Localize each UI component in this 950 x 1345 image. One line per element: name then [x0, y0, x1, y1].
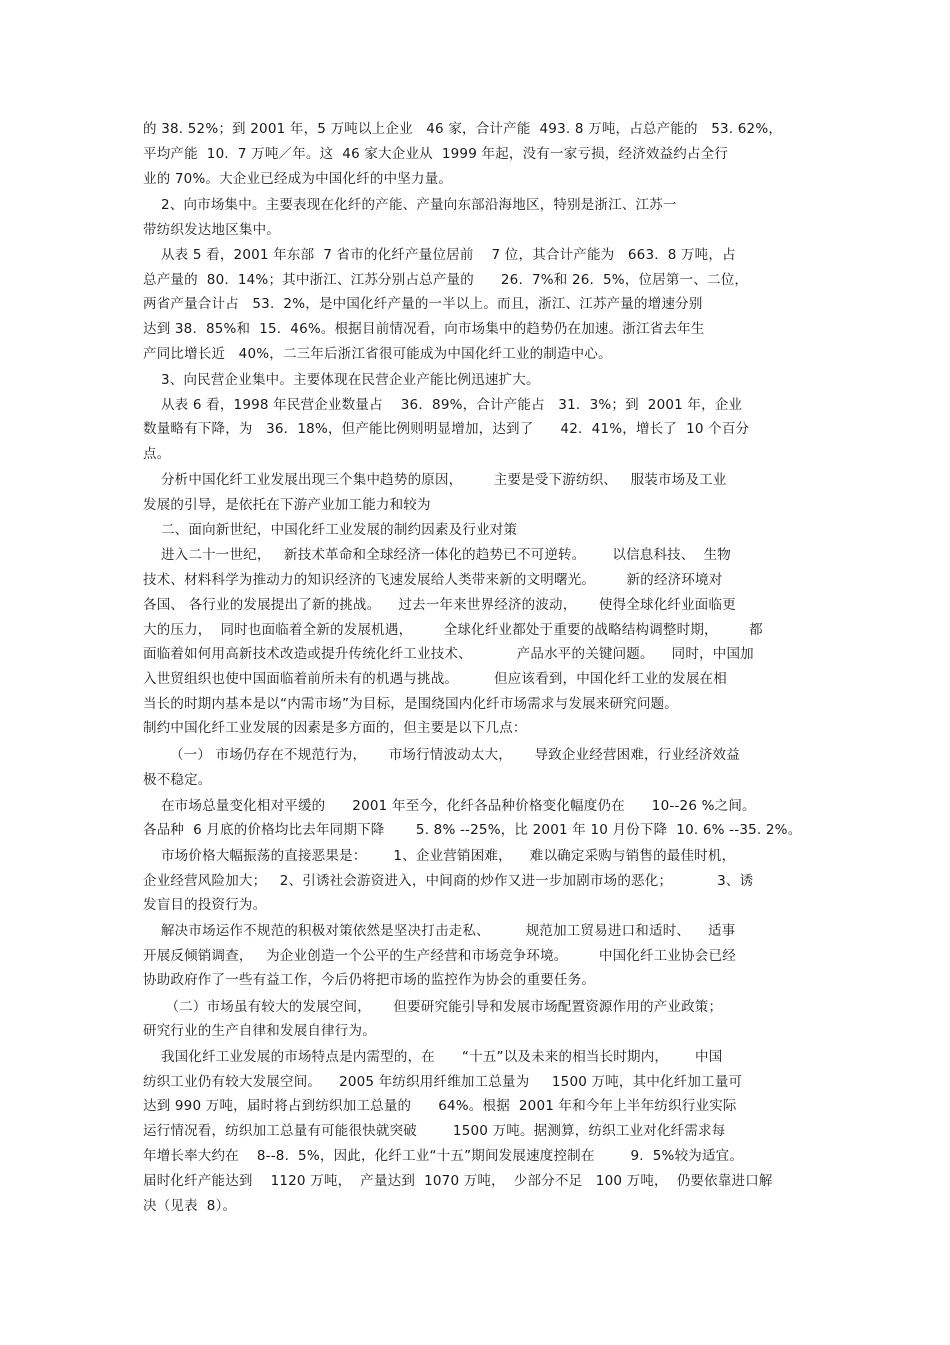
text-line: 届时化纤产能达到 1120 万吨， 产量达到 1070 万吨， 少部分不足 100 万吨， 仍要依靠进口解 [143, 1173, 773, 1189]
text-line: 两省产量合计占 53. 2%，是中国化纤产量的一半以上。而且，浙江、江苏产量的增速分别 [143, 296, 703, 312]
text-line: 产同比增长近 40%，二三年后浙江省很可能成为中国化纤工业的制造中心。 [143, 346, 612, 362]
text-line: 达到 990 万吨，届时将占到纺织加工总量的 64%。根据 2001 年和今年上半年纺织行业实际 [143, 1098, 737, 1114]
text-line: 总产量的 80. 14%；其中浙江、江苏分别占总产量的 26. 7%和 26. 5%，位居第一、二位， [143, 272, 749, 288]
text-line: 分析中国化纤工业发展出现三个集中趋势的原因， 主要是受下游纺织、 服装市场及工业 [143, 472, 727, 488]
text-line: 达到 38. 85%和 15. 46%。根据目前情况看，向市场集中的趋势仍在加速。浙江省去年生 [143, 321, 705, 337]
text-line: 在市场总量变化相对平缓的 2001 年至今，化纤各品种价格变化幅度仍在 10--26 %之间。 [143, 798, 756, 814]
text-line: 研究行业的生产自律和发展自律行为。 [143, 1023, 376, 1039]
text-line: 极不稳定。 [143, 772, 212, 788]
text-line: 的 38. 52%；到 2001 年，5 万吨以上企业 46 家，合计产能 493. 8 万吨，占总产能的 53. 62%， [143, 121, 783, 137]
text-line: 决（见表 8）。 [143, 1198, 237, 1214]
text-line: 纺织工业仍有较大发展空间。 2005 年纺织用纤维加工总量为 1500 万吨，其中化纤加工量可 [143, 1074, 743, 1090]
text-line: 企业经营风险加大； 2、引诱社会游资进入，中间商的炒作又进一步加剧市场的恶化； 3、诱 [143, 873, 754, 889]
subsection-heading: （二）市场虽有较大的发展空间， 但要研究能引导和发展市场配置资源作用的产业政策； [143, 999, 723, 1015]
text-line: 年增长率大约在 8--8. 5%，因此，化纤工业“十五”期间发展速度控制在 9. 5%较为适宜。 [143, 1148, 744, 1164]
text-line: 当长的时期内基本是以“内需市场”为目标，是围绕国内化纤市场需求与发展来研究问题。 [143, 696, 678, 712]
text-line: 平均产能 10. 7 万吨／年。这 46 家大企业从 1999 年起，没有一家亏损，经济效益约占全行 [143, 146, 729, 162]
text-line: 面临着如何用高新技术改造或提升传统化纤工业技术、 产品水平的关键问题。 同时，中国加 [143, 646, 754, 662]
text-line: 2、向市场集中。主要表现在化纤的产能、产量向东部沿海地区，特别是浙江、江苏一 [143, 197, 677, 213]
text-line: 3、向民营企业集中。主要体现在民营企业产能比例迅速扩大。 [143, 372, 540, 388]
text-line: 大的压力， 同时也面临着全新的发展机遇， 全球化纤业都处于重要的战略结构调整时期， 都 [143, 622, 763, 638]
text-line: 技术、材料科学为推动力的知识经济的飞速发展给人类带来新的文明曙光。 新的经济环境对 [143, 572, 723, 588]
text-line: 制约中国化纤工业发展的因素是多方面的，但主要是以下几点： [143, 720, 527, 736]
subsection-heading: （一） 市场仍存在不规范行为， 市场行情波动太大， 导致企业经营困难，行业经济效益 [143, 747, 740, 763]
text-line: 各国、 各行业的发展提出了新的挑战。 过去一年来世界经济的波动， 使得全球化纤业面临更 [143, 597, 736, 613]
text-line: 我国化纤工业发展的市场特点是内需型的，在 “十五”以及未来的相当长时期内， 中国 [143, 1049, 723, 1065]
text-line: 数量略有下降，为 36．18%，但产能比例则明显增加，达到了 42．41%，增长了 10 个百分 [143, 421, 750, 437]
text-line: 运行情况看，纺织加工总量有可能很快就突破 1500 万吨。据测算，纺织工业对化纤需求每 [143, 1123, 726, 1139]
text-line: 发展的引导，是依托在下游产业加工能力和较为 [143, 497, 431, 513]
text-line: 开展反倾销调查， 为企业创造一个公平的生产经营和市场竞争环境。 中国化纤工业协会已经 [143, 948, 736, 964]
text-line: 从表 6 看，1998 年民营企业数量占 36．89%，合计产能占 31．3%；到 2001 年，企业 [143, 397, 743, 413]
text-line: 入世贸组织也使中国面临着前所未有的机遇与挑战。 但应该看到，中国化纤工业的发展在相 [143, 671, 727, 687]
text-line: 业的 70%。大企业已经成为中国化纤的中坚力量。 [143, 171, 453, 187]
text-line: 带纺织发达地区集中。 [143, 222, 280, 238]
text-line: 市场价格大幅振荡的直接恶果是： 1、企业营销困难， 难以确定采购与销售的最佳时机， [143, 848, 736, 864]
text-line: 协助政府作了一些有益工作，今后仍将把市场的监控作为协会的重要任务。 [143, 972, 596, 988]
text-line: 从表 5 看，2001 年东部 7 省市的化纤产量位居前 7 位，其合计产能为 663. 8 万吨，占 [143, 247, 736, 263]
text-line: 解决市场运作不规范的积极对策依然是坚决打击走私、 规范加工贸易进口和适时、 适事 [143, 923, 736, 939]
text-line: 发盲目的投资行为。 [143, 897, 267, 913]
text-line: 各品种 6 月底的价格均比去年同期下降 5. 8% --25%，比 2001 年 10 月份下降 10. 6% --35. 2%。 [143, 822, 802, 838]
section-heading: 二、面向新世纪，中国化纤工业发展的制约因素及行业对策 [143, 522, 518, 538]
text-line: 点。 [143, 446, 171, 462]
text-line: 进入二十一世纪， 新技术革命和全球经济一体化的趋势已不可逆转。 以信息科技、 生物 [143, 547, 731, 563]
